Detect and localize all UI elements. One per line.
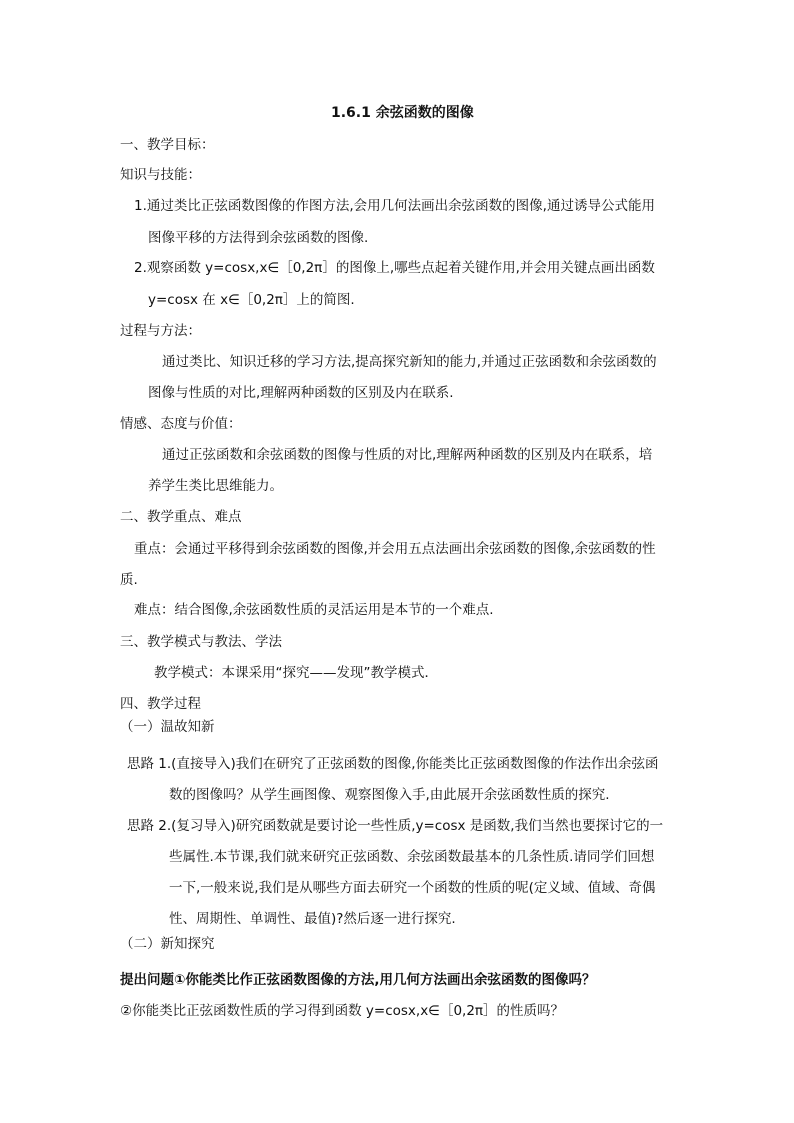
text-line: 重点：会通过平移得到余弦函数的图像,并会用五点法画出余弦函数的图像,余弦函数的性 bbox=[134, 541, 656, 557]
text-line: 性、周期性、单调性、最值)?然后逐一进行探究. bbox=[169, 911, 456, 927]
section-heading: 三、教学模式与教法、学法 bbox=[120, 634, 282, 650]
text-line: 思路 2.(复习导入)研究函数就是要讨论一些性质,y=cosx 是函数,我们当然也要探讨它的一 bbox=[127, 818, 664, 834]
question-line bbox=[120, 971, 596, 989]
text-line: 通过正弦函数和余弦函数的图像与性质的对比,理解两种函数的区别及内在联系，培 bbox=[162, 447, 653, 463]
sub-heading: 情感、态度与价值： bbox=[120, 416, 242, 432]
text-line: 一下,一般来说,我们是从哪些方面去研究一个函数的性质的呢(定义域、值域、奇偶 bbox=[169, 880, 656, 896]
sub-heading: （一）温故知新 bbox=[120, 719, 215, 735]
text-line: 1.通过类比正弦函数图像的作图方法,会用几何法画出余弦函数的图像,通过诱导公式能用 bbox=[134, 198, 655, 214]
section-heading: 二、教学重点、难点 bbox=[120, 509, 242, 525]
text-line: 养学生类比思维能力。 bbox=[148, 478, 283, 494]
text-line: 难点：结合图像,余弦函数性质的灵活运用是本节的一个难点. bbox=[134, 602, 494, 618]
page-title: 1.6.1 余弦函数的图像 bbox=[331, 105, 474, 121]
text-line: 质. bbox=[120, 572, 138, 588]
text-line: 图像与性质的对比,理解两种函数的区别及内在联系. bbox=[148, 385, 454, 401]
text-line: 思路 1.(直接导入)我们在研究了正弦函数的图像,你能类比正弦函数图像的作法作出余弦函 bbox=[127, 756, 659, 772]
sub-heading: 知识与技能： bbox=[120, 167, 201, 183]
text-line: 通过类比、知识迁移的学习方法,提高探究新知的能力,并通过正弦函数和余弦函数的 bbox=[162, 354, 657, 370]
question-line: ②你能类比正弦函数性质的学习得到函数 y=cosx,x∈［0,2π］的性质吗？ bbox=[120, 1003, 565, 1019]
text-line: 教学模式：本课采用“探究——发现”教学模式． bbox=[154, 665, 438, 681]
question-text: ①你能类比作正弦函数图像的方法,用几何方法画出余弦函数的图像吗？ bbox=[174, 972, 596, 988]
sub-heading: （二）新知探究 bbox=[120, 936, 215, 952]
question-label: 提出问题 bbox=[120, 972, 174, 988]
text-line: 数的图像吗？从学生画图像、观察图像入手,由此展开余弦函数性质的探究. bbox=[169, 787, 610, 803]
sub-heading: 过程与方法： bbox=[120, 323, 201, 339]
section-heading: 一、教学目标： bbox=[120, 137, 215, 153]
text-line: 些属性.本节课,我们就来研究正弦函数、余弦函数最基本的几条性质.请同学们回想 bbox=[169, 849, 655, 865]
section-heading: 四、教学过程 bbox=[120, 696, 201, 712]
text-line: 图像平移的方法得到余弦函数的图像. bbox=[148, 230, 369, 246]
text-line: y=cosx 在 x∈［0,2π］上的简图. bbox=[148, 292, 355, 308]
text-line: 2.观察函数 y=cosx,x∈［0,2π］的图像上,哪些点起着关键作用,并会用关键点画出函数 bbox=[134, 260, 655, 276]
